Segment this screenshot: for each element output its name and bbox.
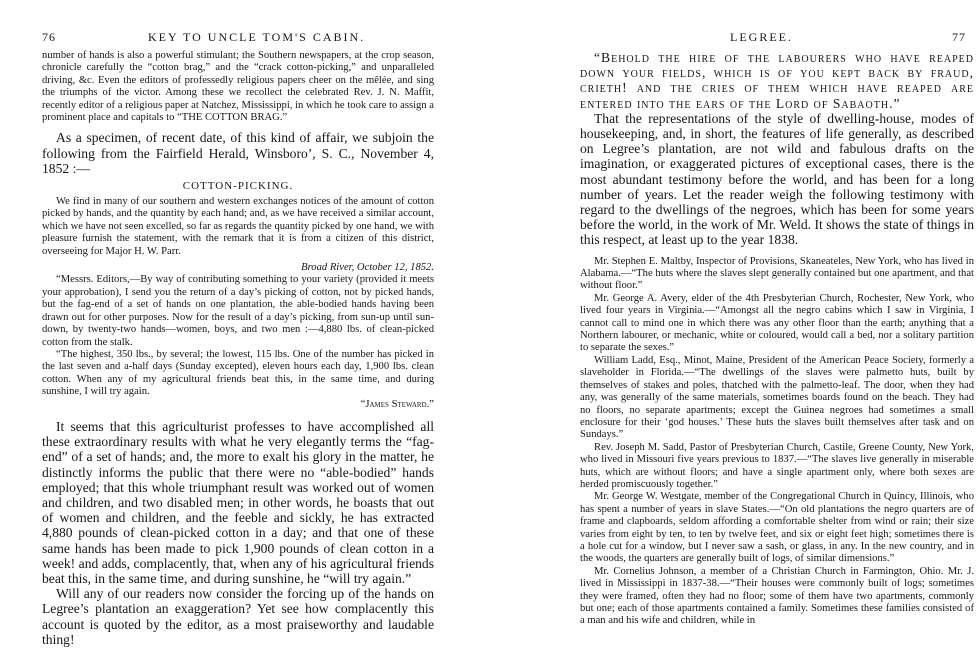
left-page-body <box>42 50 434 647</box>
commentary-paragraph-2: Will any of our readers now consider the forcing up of the hands on Legree’s plantation an exaggeration? Yet see how complacently this account is quoted by the editor, as a most praiseworthy and laudable thing! <box>42 586 434 647</box>
running-head: LEGREE. <box>730 30 793 44</box>
letter-paragraph-1: “Messrs. Editors,—By way of contributing something to your variety (provided it meets your approbation), I send you the return of a day’s picking of cotton, not by picked hands, but the fag-end of a set of hands on one plantation, the able-bodied hands having been drawn out for other purposes. Now for the result of a day’s picking, from sun-up until sun-down, by twenty-two hands—women, boys, and two men :—4,880 lbs. of clean-picked cotton from the stalk. <box>42 274 434 348</box>
testimony-westgate: Mr. George W. Westgate, member of the Congregational Church in Quincy, Illinois, who has spent a number of years in slave States.—“On old plantations the negro quarters are of frame and clapboards, seldom affording a comfortable shelter from wind or rain; their size varies from eight by ten, to ten by twelve feet, and six or eight feet high; sometimes there is a hole cut for a window, but I never saw a sash, or glass, in any. In the new country, and in the woods, the quarters are generally built of logs, of similar dimensions.” <box>580 491 974 565</box>
notice-paragraph: We find in many of our southern and western exchanges notices of the amount of cotton picked by hands, and the quantity by each hand; and, as we have received a similar account, which we have not seen excelled, so far as regards the quantity picked by one hand, we with pleasure furnish the statement, with the remark that it is from a citizen of this district, overseeing for Major H. W. Parr. <box>42 196 434 257</box>
commentary-paragraph-1: It seems that this agriculturist professes to have accomplished all these extraordinary results with what he very elegantly terms the “fag-end” of a set of hands; and, the more to exalt his glory in the matter, he distinctly informs the public that there were no “able-bodied” hands employed; that this whole triumphant result was worked out of women and children, and two disabled men; in other words, he boasts that out of women and children, and the feeble and sickly, he has extracted 4,880 pounds of clean-picked cotton in a day; and that one of these same hands has been made to pick 1,900 pounds of clean cotton in a week! and adds, complacently, that, when any of his agricultural friends beat this, in the same time, and during sunshine, he “will try again.” <box>42 418 434 586</box>
specimen-paragraph: As a specimen, of recent date, of this kind of affair, we subjoin the following from the Fairfield Herald, Winsboro’, S. C., November 4, 1852 :— <box>42 130 434 176</box>
running-head: KEY TO UNCLE TOM'S CABIN. <box>148 30 366 44</box>
page-number: 77 <box>952 30 966 44</box>
right-page <box>560 0 980 667</box>
letter-paragraph-2: “The highest, 350 lbs., by several; the lowest, 115 lbs. One of the number has picked in the last seven and a-half days (Sunday excepted), eleven hours each day, 1,900 lbs. clean cotton. When any of my agricultural friends beat this, in the same time, and during sunshine, I will try again. <box>42 348 434 398</box>
right-page-body <box>580 50 974 628</box>
testimony-sadd: Rev. Joseph M. Sadd, Pastor of Presbyterian Church, Castile, Greene County, New York, who lived in Missouri five years previous to 1837.—“The slaves live generally in miserable huts, which are without floors; and have a single apartment only, where both sexes are herded promiscuously together.” <box>580 441 974 490</box>
section-heading: COTTON-PICKING. <box>182 180 294 193</box>
testimony-avery: Mr. George A. Avery, elder of the 4th Presbyterian Church, Rochester, New York, who lived four years in Virginia.—“Amongst all the negro cabins which I saw in Virginia, I cannot call to mind one in which there was any other floor than the earth; anything that a Northern labourer, or mechanic, white or coloured, would call a bed, nor a solitary partition to separate the sexes.” <box>580 292 974 354</box>
representation-paragraph: That the representations of the style of dwelling-house, modes of housekeeping, and, in short, the features of life generally, as described on Legree’s plantation, are not wild and fabulous drafts on the imagination, or exaggerated pictures of exceptional cases, there is the most abundant testimony before the world, and has been for a long number of years. Let the reader weigh the following testimony with regard to the dwellings of the negroes, which has been for some years before the world, in the work of Mr. Weld. It shows the state of things in this respect, at least up to the year 1838. <box>580 110 974 248</box>
intro-paragraph: number of hands is also a powerful stimulant; the Southern newspapers, at the crop season, chronicle carefully the “cotton brag,” and the “crack cotton-picking,” and unparalleled driving, &c. Even the editors of professedly religious papers cheer on the mêlée, and sing the triumphs of the victor. Among these we recollect the celebrated Rev. J. N. Maffit, recently editor of a religious paper at Natchez, Mississippi, in which he took care to assign a prominent place and capitals to “THE COTTON BRAG.” <box>42 50 434 124</box>
testimony-johnson: Mr. Cornelius Johnson, a member of a Christian Church in Farmington, Ohio. Mr. J. lived in Mississippi in 1837-38.—“Their houses were commonly built of logs; sometimes they were framed, often they had no floor; some of them have two apartments, commonly but one; each of those apartments contained a family. Sometimes these families consisted of a man and his wife and children, while in <box>580 565 974 627</box>
testimony-ladd: William Ladd, Esq., Minot, Maine, President of the American Peace Society, formerly a slaveholder in Florida.—“The dwellings of the slaves were palmetto huts, built by themselves of stakes and poles, thatched with the palmetto-leaf. The door, when they had any, was generally of the same materials, sometimes boards found on the beach. They had no floors, no separate apartments; except the Guinea negroes had sometimes a small enclosure for their ‘god houses.’ These huts the slaves built themselves after task and on Sundays.” <box>580 354 974 441</box>
testimony-maltby: Mr. Stephen E. Maltby, Inspector of Provisions, Skaneateles, New York, who has lived in Alabama.—“The huts where the slaves slept generally contained but one apartment, and that without floor.” <box>580 255 974 292</box>
page-number: 76 <box>42 30 56 44</box>
letter-signature: “James Steward.” <box>360 398 434 410</box>
scripture-quote: “Behold the hire of the labourers who have reaped down your fields, which is of you kept back by fraud, crieth! and the cries of them which have reaped are entered into the ears of the Lord of Sabaoth.” <box>580 50 974 111</box>
dateline: Broad River, October 12, 1852. <box>301 262 434 274</box>
